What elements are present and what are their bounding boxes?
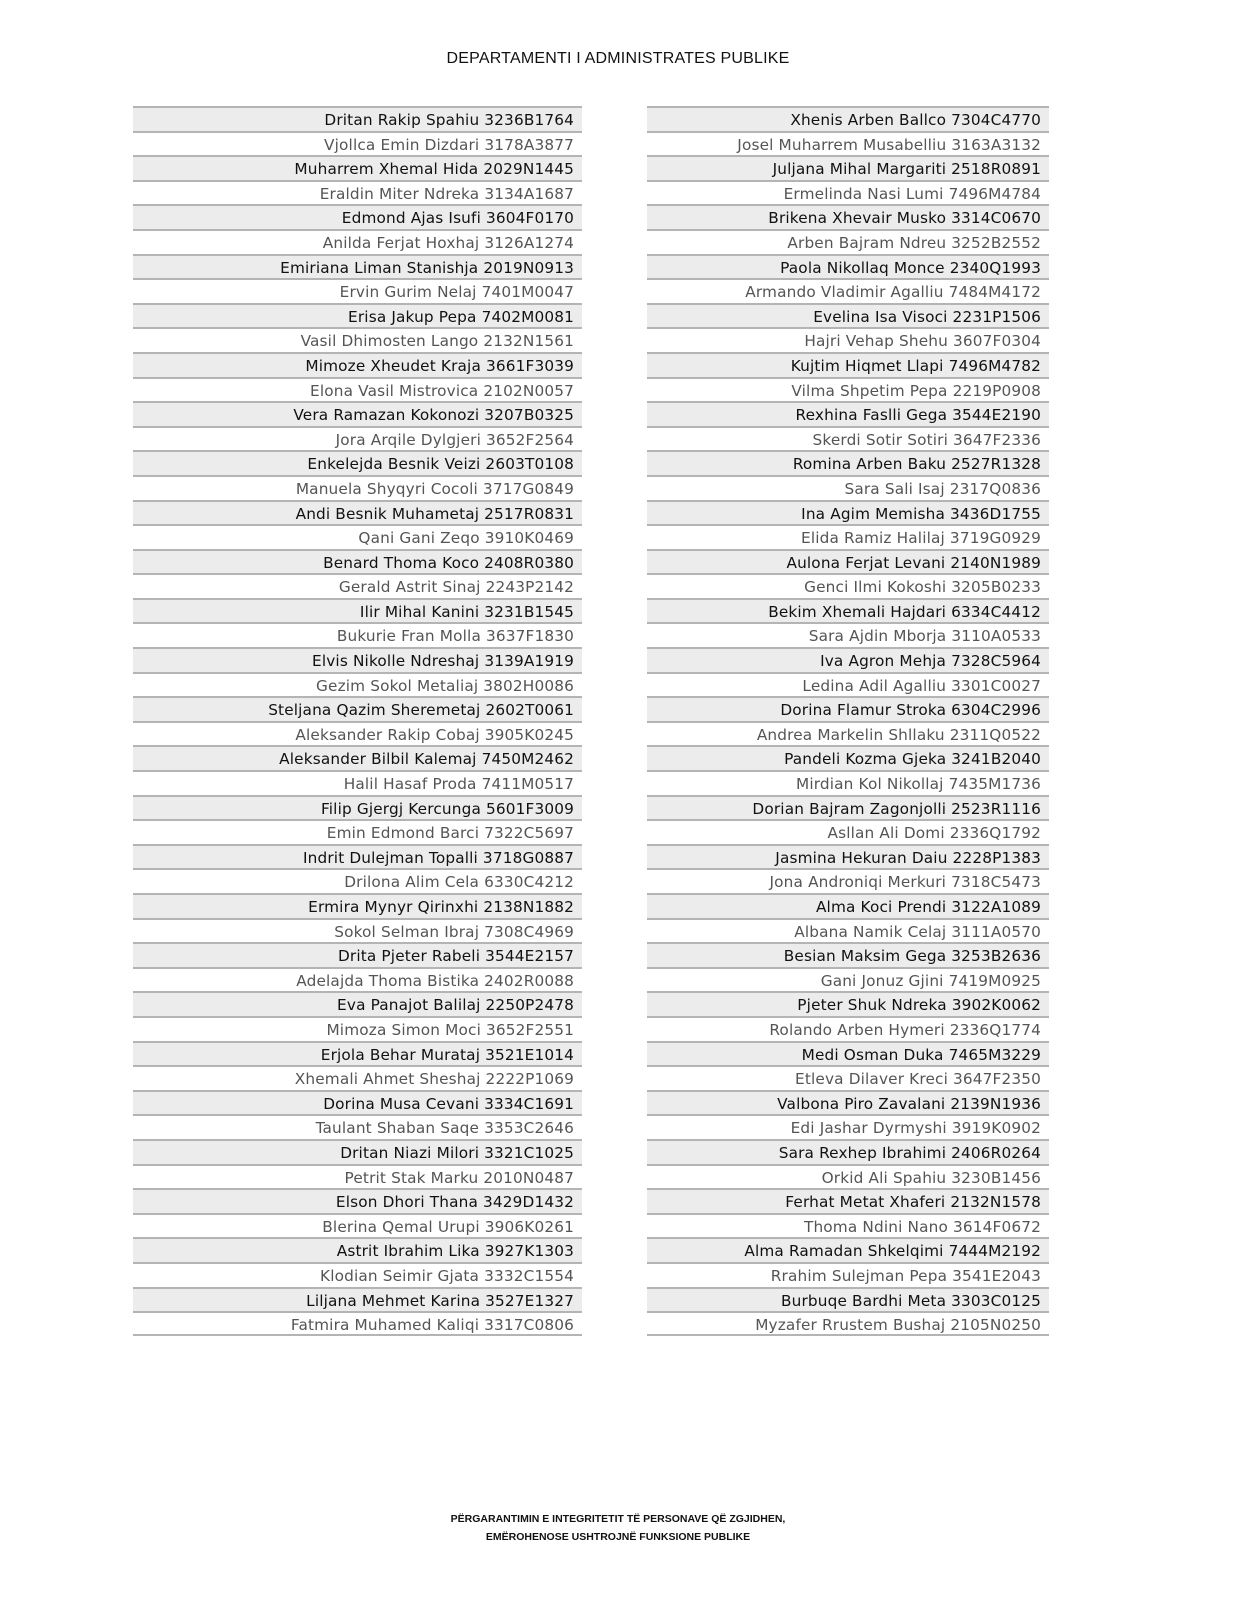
name-row: Brikena Xhevair Musko 3314C0670	[647, 204, 1049, 229]
name-row: Eva Panajot Balilaj 2250P2478	[133, 991, 582, 1016]
name-row: Xhenis Arben Ballco 7304C4770	[647, 106, 1049, 131]
name-row: Aleksander Bilbil Kalemaj 7450M2462	[133, 745, 582, 770]
name-row: Skerdi Sotir Sotiri 3647F2336	[647, 426, 1049, 451]
name-row: Gani Jonuz Gjini 7419M0925	[647, 967, 1049, 992]
name-row: Eraldin Miter Ndreka 3134A1687	[133, 180, 582, 205]
name-row: Drilona Alim Cela 6330C4212	[133, 868, 582, 893]
name-row: Vjollca Emin Dizdari 3178A3877	[133, 131, 582, 156]
footer-line-1: PËRGARANTIMIN E INTEGRITETIT TË PERSONAVE QË ZGJIDHEN,	[450, 1513, 786, 1525]
name-row: Taulant Shaban Saqe 3353C2646	[133, 1114, 582, 1139]
name-row: Burbuqe Bardhi Meta 3303C0125	[647, 1287, 1049, 1312]
name-row: Ferhat Metat Xhaferi 2132N1578	[647, 1188, 1049, 1213]
name-row: Vera Ramazan Kokonozi 3207B0325	[133, 401, 582, 426]
name-row: Elvis Nikolle Ndreshaj 3139A1919	[133, 647, 582, 672]
name-row: Dorina Flamur Stroka 6304C2996	[647, 696, 1049, 721]
name-row: Etleva Dilaver Kreci 3647F2350	[647, 1065, 1049, 1090]
name-row: Andrea Markelin Shllaku 2311Q0522	[647, 721, 1049, 746]
page-footer	[0, 1510, 1236, 1546]
name-row: Rexhina Faslli Gega 3544E2190	[647, 401, 1049, 426]
name-row: Mirdian Kol Nikollaj 7435M1736	[647, 770, 1049, 795]
name-row: Blerina Qemal Urupi 3906K0261	[133, 1213, 582, 1238]
name-row: Evelina Isa Visoci 2231P1506	[647, 303, 1049, 328]
name-row: Xhemali Ahmet Sheshaj 2222P1069	[133, 1065, 582, 1090]
name-row: Klodian Seimir Gjata 3332C1554	[133, 1262, 582, 1287]
name-row: Bekim Xhemali Hajdari 6334C4412	[647, 598, 1049, 623]
name-row: Alma Koci Prendi 3122A1089	[647, 893, 1049, 918]
name-row: Anilda Ferjat Hoxhaj 3126A1274	[133, 229, 582, 254]
name-row: Sokol Selman Ibraj 7308C4969	[133, 918, 582, 943]
name-row: Pandeli Kozma Gjeka 3241B2040	[647, 745, 1049, 770]
name-row: Gerald Astrit Sinaj 2243P2142	[133, 573, 582, 598]
name-row: Fatmira Muhamed Kaliqi 3317C0806	[133, 1311, 582, 1336]
name-row: Edmond Ajas Isufi 3604F0170	[133, 204, 582, 229]
name-row: Dritan Rakip Spahiu 3236B1764	[133, 106, 582, 131]
name-row: Medi Osman Duka 7465M3229	[647, 1041, 1049, 1066]
name-row: Kujtim Hiqmet Llapi 7496M4782	[647, 352, 1049, 377]
name-row: Ledina Adil Agalliu 3301C0027	[647, 672, 1049, 697]
name-row: Arben Bajram Ndreu 3252B2552	[647, 229, 1049, 254]
name-row: Vasil Dhimosten Lango 2132N1561	[133, 327, 582, 352]
name-row: Aleksander Rakip Cobaj 3905K0245	[133, 721, 582, 746]
name-row: Jona Androniqi Merkuri 7318C5473	[647, 868, 1049, 893]
name-row: Jasmina Hekuran Daiu 2228P1383	[647, 844, 1049, 869]
name-row: Dorian Bajram Zagonjolli 2523R1116	[647, 795, 1049, 820]
left-name-column	[133, 106, 582, 1336]
name-row: Armando Vladimir Agalliu 7484M4172	[647, 278, 1049, 303]
name-row: Jora Arqile Dylgjeri 3652F2564	[133, 426, 582, 451]
name-row: Thoma Ndini Nano 3614F0672	[647, 1213, 1049, 1238]
name-row: Josel Muharrem Musabelliu 3163A3132	[647, 131, 1049, 156]
name-row: Albana Namik Celaj 3111A0570	[647, 918, 1049, 943]
footer-line-2: EMËROHENOSE USHTROJNË FUNKSIONE PUBLIKE	[485, 1531, 751, 1543]
name-row: Astrit Ibrahim Lika 3927K1303	[133, 1237, 582, 1262]
name-row: Ermelinda Nasi Lumi 7496M4784	[647, 180, 1049, 205]
name-row: Ermira Mynyr Qirinxhi 2138N1882	[133, 893, 582, 918]
name-row: Drita Pjeter Rabeli 3544E2157	[133, 942, 582, 967]
name-row: Asllan Ali Domi 2336Q1792	[647, 819, 1049, 844]
name-row: Vilma Shpetim Pepa 2219P0908	[647, 377, 1049, 402]
name-row: Gezim Sokol Metaliaj 3802H0086	[133, 672, 582, 697]
name-row: Elson Dhori Thana 3429D1432	[133, 1188, 582, 1213]
name-row: Dorina Musa Cevani 3334C1691	[133, 1090, 582, 1115]
name-row: Erjola Behar Murataj 3521E1014	[133, 1041, 582, 1066]
name-row: Edi Jashar Dyrmyshi 3919K0902	[647, 1114, 1049, 1139]
name-row: Emiriana Liman Stanishja 2019N0913	[133, 254, 582, 279]
name-row: Mimoze Xheudet Kraja 3661F3039	[133, 352, 582, 377]
name-row: Orkid Ali Spahiu 3230B1456	[647, 1164, 1049, 1189]
name-row: Adelajda Thoma Bistika 2402R0088	[133, 967, 582, 992]
name-row: Valbona Piro Zavalani 2139N1936	[647, 1090, 1049, 1115]
name-row: Genci Ilmi Kokoshi 3205B0233	[647, 573, 1049, 598]
name-row: Juljana Mihal Margariti 2518R0891	[647, 155, 1049, 180]
name-row: Liljana Mehmet Karina 3527E1327	[133, 1287, 582, 1312]
name-row: Qani Gani Zeqo 3910K0469	[133, 524, 582, 549]
name-row: Myzafer Rrustem Bushaj 2105N0250	[647, 1311, 1049, 1336]
right-name-column	[647, 106, 1049, 1336]
name-row: Ina Agim Memisha 3436D1755	[647, 500, 1049, 525]
name-row: Manuela Shyqyri Cocoli 3717G0849	[133, 475, 582, 500]
name-row: Rrahim Sulejman Pepa 3541E2043	[647, 1262, 1049, 1287]
name-row: Emin Edmond Barci 7322C5697	[133, 819, 582, 844]
page-title: DEPARTAMENTI I ADMINISTRATES PUBLIKE	[446, 50, 790, 67]
name-row: Bukurie Fran Molla 3637F1830	[133, 622, 582, 647]
name-row: Benard Thoma Koco 2408R0380	[133, 549, 582, 574]
name-row: Sara Ajdin Mborja 3110A0533	[647, 622, 1049, 647]
name-row: Alma Ramadan Shkelqimi 7444M2192	[647, 1237, 1049, 1262]
name-row: Filip Gjergj Kercunga 5601F3009	[133, 795, 582, 820]
name-row: Erisa Jakup Pepa 7402M0081	[133, 303, 582, 328]
name-row: Pjeter Shuk Ndreka 3902K0062	[647, 991, 1049, 1016]
name-row: Enkelejda Besnik Veizi 2603T0108	[133, 450, 582, 475]
name-row: Ilir Mihal Kanini 3231B1545	[133, 598, 582, 623]
name-row: Elona Vasil Mistrovica 2102N0057	[133, 377, 582, 402]
name-row: Elida Ramiz Halilaj 3719G0929	[647, 524, 1049, 549]
name-row: Paola Nikollaq Monce 2340Q1993	[647, 254, 1049, 279]
name-row: Rolando Arben Hymeri 2336Q1774	[647, 1016, 1049, 1041]
name-row: Dritan Niazi Milori 3321C1025	[133, 1139, 582, 1164]
name-row: Sara Sali Isaj 2317Q0836	[647, 475, 1049, 500]
name-row: Sara Rexhep Ibrahimi 2406R0264	[647, 1139, 1049, 1164]
name-row: Iva Agron Mehja 7328C5964	[647, 647, 1049, 672]
name-row: Andi Besnik Muhametaj 2517R0831	[133, 500, 582, 525]
name-row: Ervin Gurim Nelaj 7401M0047	[133, 278, 582, 303]
name-row: Muharrem Xhemal Hida 2029N1445	[133, 155, 582, 180]
name-row: Romina Arben Baku 2527R1328	[647, 450, 1049, 475]
name-row: Besian Maksim Gega 3253B2636	[647, 942, 1049, 967]
name-row: Hajri Vehap Shehu 3607F0304	[647, 327, 1049, 352]
name-row: Steljana Qazim Sheremetaj 2602T0061	[133, 696, 582, 721]
name-row: Halil Hasaf Proda 7411M0517	[133, 770, 582, 795]
name-row: Petrit Stak Marku 2010N0487	[133, 1164, 582, 1189]
name-row: Aulona Ferjat Levani 2140N1989	[647, 549, 1049, 574]
name-row: Mimoza Simon Moci 3652F2551	[133, 1016, 582, 1041]
name-row: Indrit Dulejman Topalli 3718G0887	[133, 844, 582, 869]
